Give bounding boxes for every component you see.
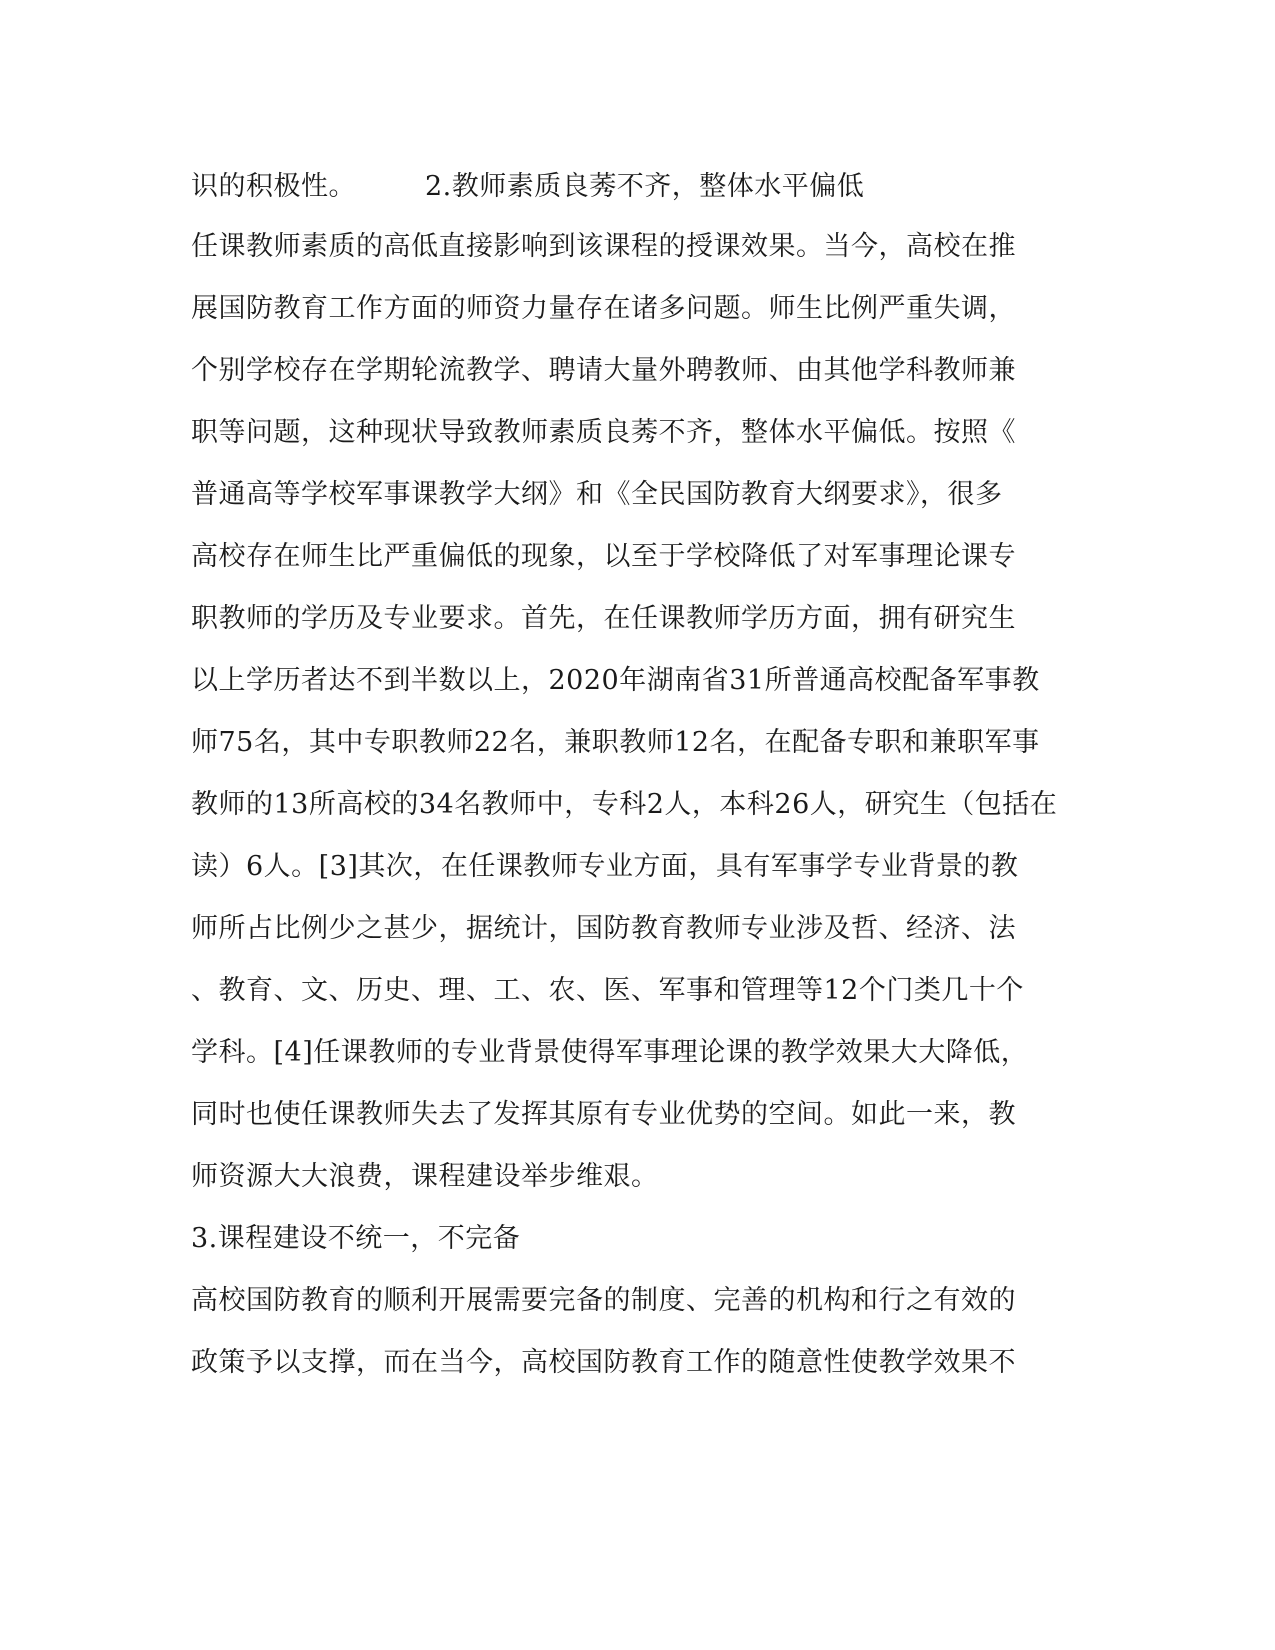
text-line-7: 高校存在师生比严重偏低的现象，以至于学校降低了对军事理论课专	[191, 541, 1016, 572]
text-line-2: 任课教师素质的高低直接影响到该课程的授课效果。当今，高校在推	[191, 231, 1016, 262]
text-line-10: 师75名，其中专职教师22名，兼职教师12名，在配备专职和兼职军事	[191, 727, 1040, 758]
text-line-14: 、教育、文、历史、理、工、农、医、军事和管理等12个门类几十个	[191, 975, 1024, 1006]
text-line-16: 同时也使任课教师失去了发挥其原有专业优势的空间。如此一来，教	[191, 1099, 1016, 1130]
text-line-12: 读）6人。[3]其次，在任课教师专业方面，具有军事学专业背景的教	[191, 851, 1019, 882]
text-line-5: 职等问题，这种现状导致教师素质良莠不齐，整体水平偏低。按照《	[191, 417, 1016, 448]
text-line-11: 教师的13所高校的34名教师中，专科2人，本科26人，研究生（包括在	[191, 789, 1058, 820]
text-line-13: 师所占比例少之甚少，据统计，国防教育教师专业涉及哲、经济、法	[191, 913, 1016, 944]
text-line-20: 政策予以支撑，而在当今，高校国防教育工作的随意性使教学效果不	[191, 1347, 1016, 1378]
text-line-8: 职教师的学历及专业要求。首先，在任课教师学历方面，拥有研究生	[191, 603, 1016, 634]
text-line-9: 以上学历者达不到半数以上，2020年湖南省31所普通高校配备军事教	[191, 665, 1040, 696]
section-heading-3: 3.课程建设不统一，不完备	[191, 1223, 521, 1254]
text-line-17: 师资源大大浪费，课程建设举步维艰。	[191, 1161, 659, 1192]
text-line-6: 普通高等学校军事课教学大纲》和《全民国防教育大纲要求》，很多	[191, 479, 1003, 510]
text-line-15: 学科。[4]任课教师的专业背景使得军事理论课的教学效果大大降低，	[191, 1037, 1029, 1068]
text-line-1: 识的积极性。 2.教师素质良莠不齐，整体水平偏低	[191, 171, 865, 202]
text-line-19: 高校国防教育的顺利开展需要完备的制度、完善的机构和行之有效的	[191, 1285, 1016, 1316]
text-line-3: 展国防教育工作方面的师资力量存在诸多问题。师生比例严重失调，	[191, 293, 1016, 324]
text-line-4: 个别学校存在学期轮流教学、聘请大量外聘教师、由其他学科教师兼	[191, 355, 1016, 386]
